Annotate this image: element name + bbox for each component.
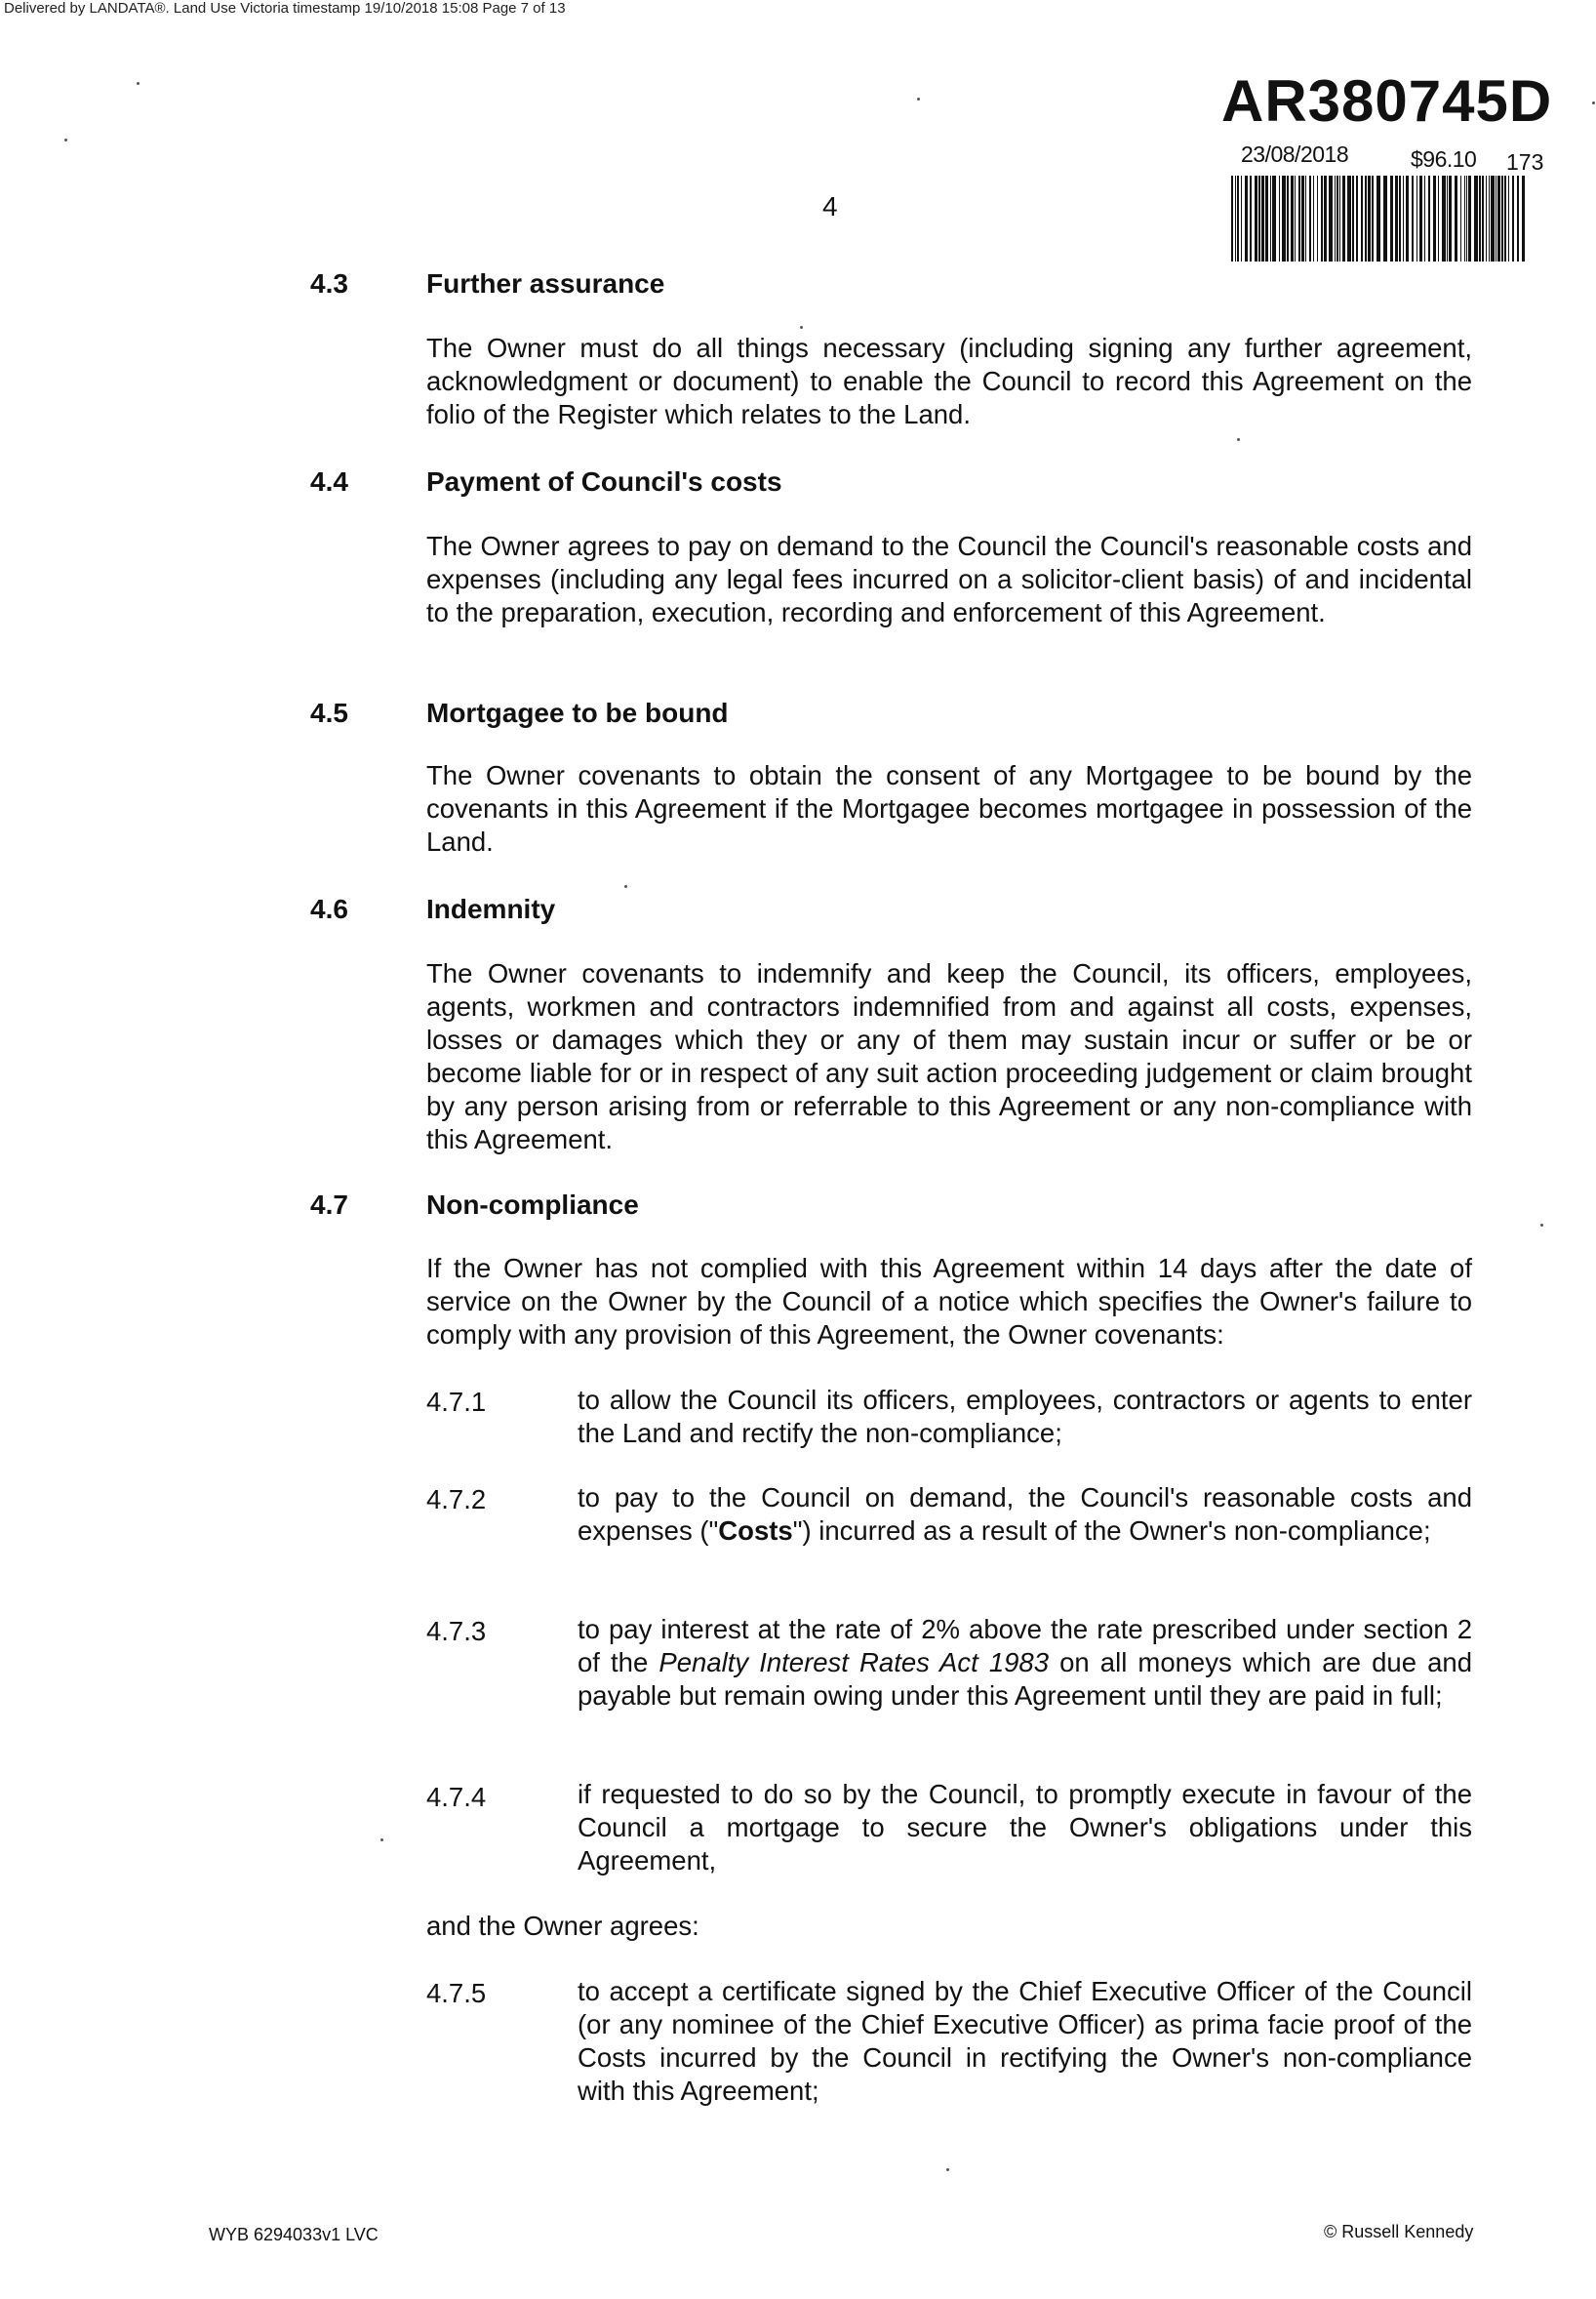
barcode-bar bbox=[1482, 176, 1484, 262]
clause-heading: Further assurance bbox=[426, 268, 665, 299]
subclause-number: 4.7.3 bbox=[426, 1616, 487, 1646]
barcode-bar bbox=[1337, 176, 1338, 262]
barcode-bar bbox=[1279, 176, 1280, 262]
barcode-bar bbox=[1261, 176, 1264, 262]
barcode-bar bbox=[1329, 176, 1333, 262]
subclause-number: 4.7.1 bbox=[426, 1387, 487, 1417]
scan-speck bbox=[624, 885, 627, 888]
barcode-bar bbox=[1356, 176, 1358, 262]
clause-heading: Payment of Council's costs bbox=[426, 466, 782, 497]
barcode-bar bbox=[1372, 176, 1374, 262]
barcode-bar bbox=[1255, 176, 1257, 262]
barcode-bar bbox=[1403, 176, 1404, 262]
barcode-bar bbox=[1295, 176, 1296, 262]
subclause-text: to accept a certificate signed by the Chief Executive Officer of the Council (or any nominee of the Chief Executive Officer) as prima facie proof of the Costs incurred by the Council in rectifying the Owner's non-compliance with this Agreement; bbox=[578, 1976, 1472, 2106]
scan-speck bbox=[1592, 101, 1595, 104]
barcode-bar bbox=[1468, 176, 1471, 262]
scan-speck bbox=[1237, 438, 1240, 441]
barcode-bar bbox=[1321, 176, 1323, 262]
barcode-bar bbox=[1309, 176, 1311, 262]
subclause-number: 4.7.5 bbox=[426, 1978, 487, 2008]
lodgement-code: 173 bbox=[1506, 149, 1544, 175]
barcode-bar bbox=[1433, 176, 1436, 262]
barcode-bar bbox=[1241, 176, 1242, 262]
scan-speck bbox=[1540, 1224, 1543, 1227]
subclause-text bbox=[578, 1613, 1472, 1713]
clause-heading: Indemnity bbox=[426, 894, 556, 924]
scan-speck bbox=[64, 139, 67, 141]
clause-number: 4.4 bbox=[310, 466, 348, 497]
barcode-bar bbox=[1412, 176, 1414, 262]
barcode-bar bbox=[1406, 176, 1409, 262]
barcode-bar bbox=[1383, 176, 1387, 262]
barcode-bar bbox=[1317, 176, 1318, 262]
barcode-bar bbox=[1428, 176, 1430, 262]
barcode-bar bbox=[1489, 176, 1490, 262]
clause-paragraph: The Owner covenants to obtain the consent of any Mortgagee to be bound by the covenants in this Agreement if the Mortgagee becomes mortgagee in possession of the Land. bbox=[426, 760, 1472, 857]
clause-paragraph: The Owner agrees to pay on demand to the Council the Council's reasonable costs and expenses (including any legal fees incurred on a solicitor-client basis) of and incidental to the preparation, execution, recording and enforcement of this Agreement. bbox=[426, 531, 1472, 627]
barcode-bar bbox=[1235, 176, 1236, 262]
barcode-bar bbox=[1352, 176, 1354, 262]
barcode-bar bbox=[1501, 176, 1503, 262]
barcode-bar bbox=[1508, 176, 1509, 262]
lodgement-date: 23/08/2018 bbox=[1241, 141, 1349, 167]
barcode-bar bbox=[1305, 176, 1306, 262]
clause-heading: Mortgagee to be bound bbox=[426, 698, 729, 728]
scan-speck bbox=[380, 1838, 383, 1841]
barcode-bar bbox=[1416, 176, 1417, 262]
clause-paragraph: The Owner covenants to indemnify and keep the Council, its officers, employees, agents, workmen and contractors indemnified from and against all costs, expenses, losses or damages which they or any of them may sustain incur or suffer or be or become liable for or in respect of any suit action proceeding judgement or claim brought by any person arising from or referrable to this Agreement or any non-compliance with this Agreement. bbox=[426, 958, 1472, 1154]
scan-speck bbox=[137, 82, 140, 85]
barcode-bar bbox=[1361, 176, 1363, 262]
subclause-text-part: on all moneys which are due and payable but remain owing under this Agreement until they are paid in full; bbox=[578, 1647, 1472, 1711]
barcode-bar bbox=[1486, 176, 1487, 262]
barcode-bar bbox=[1245, 176, 1248, 262]
delivery-timestamp: Delivered by LANDATA®. Land Use Victoria timestamp 19/10/2018 15:08 Page 7 of 13 bbox=[4, 0, 566, 17]
barcode-bar bbox=[1504, 176, 1506, 262]
barcode-bar bbox=[1365, 176, 1367, 262]
barcode-bar bbox=[1377, 176, 1380, 262]
barcode-icon bbox=[1231, 176, 1526, 262]
barcode-bar bbox=[1301, 176, 1304, 262]
scan-speck bbox=[946, 2168, 949, 2171]
barcode-bar bbox=[1442, 176, 1446, 262]
barcode-bar bbox=[1250, 176, 1252, 262]
barcode-bar bbox=[1479, 176, 1481, 262]
barcode-bar bbox=[1460, 176, 1461, 262]
barcode-bar bbox=[1474, 176, 1478, 262]
copyright-notice: © Russell Kennedy bbox=[1324, 2222, 1474, 2241]
subclause-text bbox=[578, 1481, 1472, 1548]
subclause-text-part: to pay to the Council on demand, the Council's reasonable costs and expenses (" bbox=[578, 1482, 1472, 1546]
document-reference: WYB 6294033v1 LVC bbox=[209, 2225, 379, 2244]
barcode-bar bbox=[1497, 176, 1500, 262]
subclause-number: 4.7.2 bbox=[426, 1484, 487, 1514]
lodgement-fee: $96.10 bbox=[1411, 146, 1477, 172]
barcode-bar bbox=[1342, 176, 1345, 262]
barcode-bar bbox=[1464, 176, 1465, 262]
barcode-bar bbox=[1522, 176, 1525, 262]
subclause-text: if requested to do so by the Council, to promptly execute in favour of the Council a mortgage to secure the Owner's obligations under this Agreement, bbox=[578, 1779, 1472, 1876]
barcode-bar bbox=[1335, 176, 1336, 262]
barcode-bar bbox=[1313, 176, 1314, 262]
barcode-bar bbox=[1466, 176, 1467, 262]
barcode-bar bbox=[1237, 176, 1239, 262]
page-number: 4 bbox=[822, 191, 838, 222]
subclause-text: to allow the Council its officers, employees, contractors or agents to enter the Land and rectify the non-compliance; bbox=[578, 1385, 1472, 1448]
barcode-bar bbox=[1368, 176, 1371, 262]
clause-paragraph: The Owner must do all things necessary (including signing any further agreement, acknowledgment or document) to enable the Council to record this Agreement on the folio of the Register which relates to the Land. bbox=[426, 333, 1472, 429]
scan-speck bbox=[917, 98, 920, 101]
barcode-bar bbox=[1287, 176, 1289, 262]
subclause-text-part: to pay interest at the rate of 2% above the rate prescribed under section 2 of the bbox=[578, 1614, 1472, 1677]
barcode-bar bbox=[1258, 176, 1260, 262]
barcode-bar bbox=[1339, 176, 1340, 262]
act-title: Penalty Interest Rates Act 1983 bbox=[658, 1647, 1049, 1677]
clause-number: 4.3 bbox=[310, 268, 348, 299]
owner-agrees-line: and the Owner agrees: bbox=[426, 1911, 699, 1941]
barcode-bar bbox=[1455, 176, 1457, 262]
barcode-bar bbox=[1272, 176, 1276, 262]
barcode-bar bbox=[1298, 176, 1300, 262]
clause-number: 4.5 bbox=[310, 698, 348, 728]
barcode-bar bbox=[1419, 176, 1422, 262]
barcode-bar bbox=[1390, 176, 1393, 262]
barcode-bar bbox=[1265, 176, 1268, 262]
barcode-bar bbox=[1324, 176, 1327, 262]
barcode-bar bbox=[1291, 176, 1294, 262]
barcode-bar bbox=[1438, 176, 1439, 262]
barcode-bar bbox=[1231, 176, 1233, 262]
barcode-bar bbox=[1517, 176, 1519, 262]
scan-speck bbox=[800, 326, 803, 329]
barcode-bar bbox=[1512, 176, 1514, 262]
clause-heading: Non-compliance bbox=[426, 1190, 639, 1220]
clause-number: 4.6 bbox=[310, 894, 348, 924]
barcode-bar bbox=[1491, 176, 1495, 262]
barcode-bar bbox=[1270, 176, 1271, 262]
clause-number: 4.7 bbox=[310, 1190, 348, 1220]
subclause-number: 4.7.4 bbox=[426, 1782, 487, 1812]
barcode-bar bbox=[1399, 176, 1401, 262]
barcode-bar bbox=[1449, 176, 1452, 262]
barcode-bar bbox=[1424, 176, 1425, 262]
defined-term: Costs bbox=[718, 1515, 793, 1546]
subclause-text-part: ") incurred as a result of the Owner's non-compliance; bbox=[792, 1515, 1431, 1546]
dealing-number: AR380745D bbox=[1221, 68, 1553, 134]
barcode-bar bbox=[1395, 176, 1398, 262]
barcode-bar bbox=[1447, 176, 1448, 262]
barcode-bar bbox=[1347, 176, 1351, 262]
barcode-bar bbox=[1282, 176, 1286, 262]
clause-paragraph: If the Owner has not complied with this Agreement within 14 days after the date of service on the Owner by the Council of a notice which specifies the Owner's failure to comply with any provision of this Agreement, the Owner covenants: bbox=[426, 1253, 1472, 1350]
